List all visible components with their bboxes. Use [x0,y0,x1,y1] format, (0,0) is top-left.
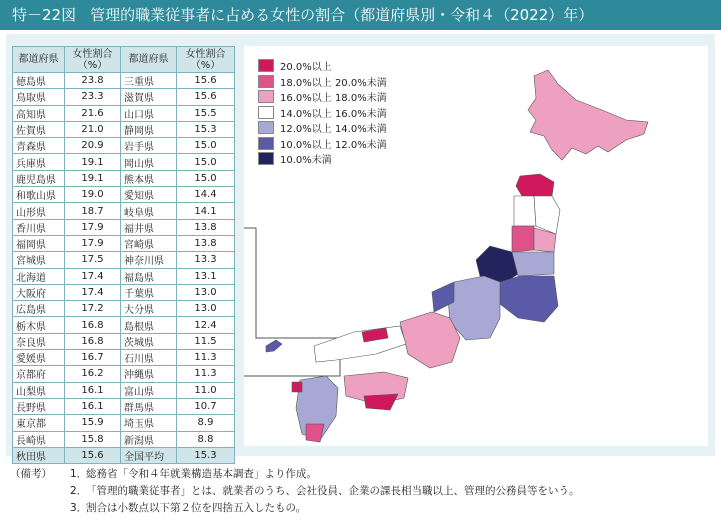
legend-item [258,74,387,90]
female-ratio: 15.3 [177,121,235,137]
note-text: 「管理的職業従事者」とは、就業者のうち、会社役員、企業の課長相当職以上、管理的公務員等をいう。 [86,485,580,497]
table-row [13,252,235,268]
prefecture-name: 香川県 [13,219,65,235]
region-kochi [364,394,398,410]
female-ratio: 16.2 [65,366,121,382]
female-ratio: 19.1 [65,154,121,170]
prefecture-name: 全国平均 [121,447,177,463]
female-ratio: 11.5 [177,333,235,349]
female-ratio: 16.1 [65,382,121,398]
prefecture-name: 千葉県 [121,284,177,300]
legend-label: 10.0%以上 12.0%未満 [280,139,387,151]
prefecture-name: 岩手県 [121,138,177,154]
prefecture-name: 富山県 [121,382,177,398]
prefecture-name: 埼玉県 [121,415,177,431]
prefecture-name: 滋賀県 [121,89,177,105]
table-row [13,121,235,137]
region-fukushima [512,252,554,276]
prefecture-name: 広島県 [13,301,65,317]
table-row [13,317,235,333]
table-row [13,138,235,154]
prefecture-name: 宮崎県 [121,235,177,251]
table-row [13,301,235,317]
region-aomori [516,174,554,196]
prefecture-name: 岡山県 [121,154,177,170]
legend-swatch [258,137,274,150]
prefecture-name: 群馬県 [121,398,177,414]
note-number: 2． [70,485,88,497]
female-ratio: 16.7 [65,350,121,366]
note-text: 総務省「令和４年就業構造基本調査」より作成。 [86,468,317,480]
legend-label: 20.0%以上 [280,62,332,74]
table-header-row [13,47,235,73]
table-row [13,170,235,186]
table-row [13,366,235,382]
female-ratio: 19.1 [65,170,121,186]
female-ratio: 15.8 [65,431,121,447]
prefecture-name: 三重県 [121,73,177,89]
header-prefecture-2: 都道府県 [121,47,177,73]
note-row-1 [10,466,580,483]
region-hokkaido [528,70,648,160]
table-row [13,333,235,349]
prefecture-name: 鳥取県 [13,89,65,105]
female-ratio: 15.5 [177,105,235,121]
table-row [13,89,235,105]
legend-item [258,136,387,152]
prefecture-name: 秋田県 [13,447,65,463]
table-row [13,268,235,284]
female-ratio: 15.6 [177,89,235,105]
region-iwate [534,196,560,234]
prefecture-name: 山形県 [13,203,65,219]
prefecture-name: 福島県 [121,268,177,284]
note-row-2 [10,483,580,500]
table-row [13,73,235,89]
table-row [13,447,235,463]
prefecture-name: 山口県 [121,105,177,121]
table-row [13,431,235,447]
legend-item [258,89,387,105]
figure-title [0,0,721,30]
region-kanto [500,276,558,322]
region-chugoku [314,326,406,362]
table-row [13,219,235,235]
female-ratio: 15.9 [65,415,121,431]
legend-swatch [258,75,274,88]
prefecture-name: 島根県 [121,317,177,333]
female-ratio: 14.1 [177,203,235,219]
female-ratio: 23.8 [65,73,121,89]
female-ratio: 11.3 [177,366,235,382]
female-ratio: 13.0 [177,301,235,317]
prefecture-name: 熊本県 [121,170,177,186]
table-row [13,235,235,251]
table-row [13,203,235,219]
female-ratio: 18.7 [65,203,121,219]
prefecture-name: 大阪府 [13,284,65,300]
prefecture-name: 東京都 [13,415,65,431]
female-ratio: 14.4 [177,187,235,203]
female-ratio: 15.0 [177,154,235,170]
prefecture-name: 長野県 [13,398,65,414]
legend-label: 14.0%以上 16.0%未満 [280,108,387,120]
table-body [13,73,235,464]
prefecture-name: 青森県 [13,138,65,154]
prefecture-name: 兵庫県 [13,154,65,170]
female-ratio: 13.0 [177,284,235,300]
header-ratio-1 [65,47,121,73]
prefecture-name: 佐賀県 [13,121,65,137]
legend-label: 10.0%未満 [280,155,332,167]
female-ratio: 8.8 [177,431,235,447]
header-ratio-2 [177,47,235,73]
female-ratio: 17.9 [65,219,121,235]
prefecture-name: 沖縄県 [121,366,177,382]
prefecture-name: 栃木県 [13,317,65,333]
header-ratio-2-text: 女性割合 （%） [185,48,226,71]
prefecture-name: 京都府 [13,366,65,382]
female-ratio: 23.3 [65,89,121,105]
prefecture-name: 北海道 [13,268,65,284]
table-row [13,350,235,366]
table-row [13,415,235,431]
table-row [13,187,235,203]
note-spacer [10,483,70,500]
prefecture-name: 愛知県 [121,187,177,203]
prefecture-name: 福岡県 [13,235,65,251]
female-ratio: 11.3 [177,350,235,366]
female-ratio: 11.0 [177,382,235,398]
note-number: 3． [70,502,88,514]
prefecture-table-wrap [12,46,234,463]
region-saga [292,382,302,392]
prefecture-name: 徳島県 [13,73,65,89]
prefecture-name: 静岡県 [121,121,177,137]
female-ratio: 17.4 [65,284,121,300]
prefecture-name: 新潟県 [121,431,177,447]
legend-swatch [258,59,274,72]
female-ratio: 21.0 [65,121,121,137]
female-ratio: 15.6 [177,73,235,89]
legend-label: 12.0%以上 14.0%未満 [280,124,387,136]
figure-number: 特－22図 [12,6,77,24]
female-ratio: 17.2 [65,301,121,317]
table-row [13,382,235,398]
prefecture-name: 山梨県 [13,382,65,398]
legend-item [258,120,387,136]
header-prefecture-1: 都道府県 [13,47,65,73]
legend-swatch [258,121,274,134]
female-ratio: 16.8 [65,317,121,333]
prefecture-table [12,46,235,464]
header-ratio-1-text: 女性割合 （%） [72,48,113,71]
prefecture-name: 愛媛県 [13,350,65,366]
female-ratio: 16.8 [65,333,121,349]
legend-swatch [258,90,274,103]
female-ratio: 17.5 [65,252,121,268]
legend-swatch [258,106,274,119]
table-row [13,105,235,121]
table-row [13,398,235,414]
prefecture-name: 奈良県 [13,333,65,349]
female-ratio: 15.0 [177,170,235,186]
female-ratio: 20.9 [65,138,121,154]
note-text: 割合は小数点以下第２位を四捨五入したもの。 [86,502,307,514]
legend-label: 16.0%以上 18.0%未満 [280,93,387,105]
table-row [13,154,235,170]
note-spacer [10,500,70,517]
female-ratio: 16.1 [65,398,121,414]
female-ratio: 12.4 [177,317,235,333]
female-ratio: 21.6 [65,105,121,121]
table-row [13,284,235,300]
note-row-3 [10,500,580,517]
note-number: 1． [70,468,88,480]
female-ratio: 19.0 [65,187,121,203]
female-ratio: 15.3 [177,447,235,463]
prefecture-name: 神奈川県 [121,252,177,268]
prefecture-name: 石川県 [121,350,177,366]
prefecture-name: 大分県 [121,301,177,317]
female-ratio: 15.0 [177,138,235,154]
female-ratio: 13.8 [177,219,235,235]
notes-head: （備考） [10,468,52,480]
notes [10,466,580,517]
prefecture-name: 福井県 [121,219,177,235]
prefecture-name: 茨城県 [121,333,177,349]
prefecture-name: 鹿児島県 [13,170,65,186]
prefecture-name: 長崎県 [13,431,65,447]
legend-item [258,58,387,74]
figure-title-text: 管理的職業従事者に占める女性の割合（都道府県別・令和４（2022）年） [90,6,594,24]
female-ratio: 13.8 [177,235,235,251]
legend-item [258,151,387,167]
female-ratio: 17.4 [65,268,121,284]
region-kagoshima [306,424,324,442]
legend-item [258,105,387,121]
prefecture-name: 宮城県 [13,252,65,268]
prefecture-name: 岐阜県 [121,203,177,219]
female-ratio: 10.7 [177,398,235,414]
region-akita [514,196,536,226]
prefecture-name: 和歌山県 [13,187,65,203]
female-ratio: 8.9 [177,415,235,431]
female-ratio: 15.6 [65,447,121,463]
map-legend [258,58,387,167]
region-okinawa [266,340,282,352]
legend-label: 18.0%以上 20.0%未満 [280,77,387,89]
prefecture-name: 高知県 [13,105,65,121]
region-yamagata [512,226,534,252]
female-ratio: 13.1 [177,268,235,284]
female-ratio: 13.3 [177,252,235,268]
region-kinki [400,312,460,368]
legend-swatch [258,152,274,165]
female-ratio: 17.9 [65,235,121,251]
